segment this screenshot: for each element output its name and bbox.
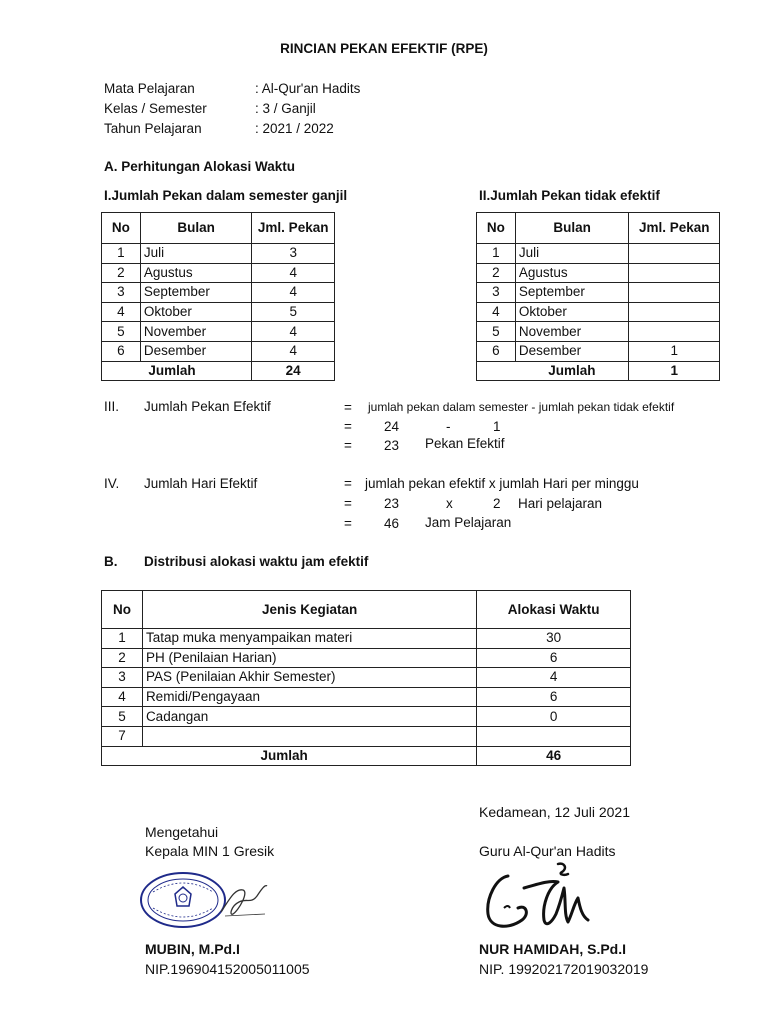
place-date: Kedamean, 12 Juli 2021 [479,804,630,820]
table-row [102,302,335,322]
cell-activity: PH (Penilaian Harian) [142,648,476,668]
cell-activity: PAS (Penilaian Akhir Semester) [142,668,476,688]
cell-no: 6 [477,341,516,361]
col-header-no: No [477,213,516,244]
official-stamp [139,870,279,930]
cell-allocation: 30 [477,629,631,649]
table-row [102,648,631,668]
part4-formula: jumlah pekan efektif x jumlah Hari per minggu [365,476,639,491]
table-row [102,668,631,688]
table2-title: II.Jumlah Pekan tidak efektif [479,188,660,203]
table-semester-weeks [101,212,335,381]
cell-month: Juli [515,244,629,264]
part4-number: IV. [104,476,120,491]
table-total-row [102,361,335,381]
table-row [102,283,335,303]
info-value-subject: : Al-Qur'an Hadits [255,81,361,96]
cell-empty [102,361,141,381]
cell-month: Juli [140,244,252,264]
cell-empty [102,746,143,766]
right-signer-nip: NIP. 199202172019032019 [479,961,649,977]
left-sign-line2: Kepala MIN 1 Gresik [145,843,275,859]
section-a-title: A. Perhitungan Alokasi Waktu [104,159,296,174]
cell-no: 5 [102,707,143,727]
table-row [102,687,631,707]
cell-activity: Tatap muka menyampaikan materi [142,629,476,649]
total-value: 24 [252,361,335,381]
table-row [477,263,720,283]
part4-result: 46 [384,516,400,531]
cell-allocation: 0 [477,707,631,727]
table1-title: I.Jumlah Pekan dalam semester ganjil [104,188,348,203]
cell-weeks: 4 [252,283,335,303]
col-header-month: Bulan [515,213,629,244]
cell-month: November [140,322,252,342]
total-value: 1 [629,361,720,381]
equals-sign: = [344,476,352,491]
part4-result-unit: Jam Pelajaran [425,515,512,530]
cell-weeks: 4 [252,322,335,342]
left-sign-line1: Mengetahui [145,824,219,840]
table-row [102,322,335,342]
cell-weeks [629,322,720,342]
total-label: Jumlah [515,361,629,381]
cell-no: 1 [477,244,516,264]
right-signer-name: NUR HAMIDAH, S.Pd.I [479,941,626,957]
cell-month: Agustus [140,263,252,283]
part4-days: 2 [493,496,501,511]
total-label: Jumlah [142,746,476,766]
cell-no: 1 [102,629,143,649]
cell-no: 6 [102,341,141,361]
cell-month: Desember [140,341,252,361]
table-row [102,707,631,727]
cell-no: 3 [102,283,141,303]
table-row [102,244,335,264]
table-total-row [102,746,631,766]
part4-times: x [446,496,453,511]
right-sign-line1: Guru Al-Qur'an Hadits [479,843,616,859]
col-header-weeks: Jml. Pekan [629,213,720,244]
info-label-class: Kelas / Semester [104,101,207,116]
table-row [477,244,720,264]
cell-weeks [629,283,720,303]
part3-total-weeks: 24 [384,419,400,434]
page-title: RINCIAN PEKAN EFEKTIF (RPE) [280,41,488,56]
cell-weeks [629,244,720,264]
part4-weeks: 23 [384,496,400,511]
table-row [102,726,631,746]
table-time-allocation [101,590,631,766]
part4-days-unit: Hari pelajaran [518,496,603,511]
cell-no: 3 [102,668,143,688]
cell-no: 2 [102,648,143,668]
table-row [477,302,720,322]
cell-no: 3 [477,283,516,303]
info-value-class: : 3 / Ganjil [255,101,316,116]
col-header-allocation: Alokasi Waktu [477,591,631,629]
table-total-row [477,361,720,381]
section-b-title: Distribusi alokasi waktu jam efektif [144,554,369,569]
total-label: Jumlah [140,361,252,381]
cell-no: 2 [102,263,141,283]
cell-no: 5 [477,322,516,342]
cell-weeks: 4 [252,263,335,283]
part3-label: Jumlah Pekan Efektif [144,399,271,414]
col-header-weeks: Jml. Pekan [252,213,335,244]
cell-month: September [515,283,629,303]
col-header-no: No [102,213,141,244]
total-value: 46 [477,746,631,766]
table-row [102,263,335,283]
equals-sign: = [344,419,352,434]
table-row [102,629,631,649]
col-header-activity: Jenis Kegiatan [142,591,476,629]
cell-allocation: 4 [477,668,631,688]
cell-no: 1 [102,244,141,264]
cell-allocation: 6 [477,687,631,707]
cell-month: Desember [515,341,629,361]
cell-activity: Remidi/Pengayaan [142,687,476,707]
cell-no: 4 [477,302,516,322]
table-row [477,283,720,303]
col-header-month: Bulan [140,213,252,244]
equals-sign: = [344,438,352,453]
part3-result: 23 [384,438,400,453]
left-signer-name: MUBIN, M.Pd.I [145,941,240,957]
cell-no: 2 [477,263,516,283]
cell-month: Agustus [515,263,629,283]
cell-month: November [515,322,629,342]
section-b-number: B. [104,554,118,569]
cell-month: September [140,283,252,303]
table-row [477,322,720,342]
table-ineffective-weeks [476,212,720,381]
part3-minus: - [446,419,451,434]
cell-weeks: 3 [252,244,335,264]
equals-sign: = [344,400,352,415]
cell-activity: Cadangan [142,707,476,727]
teacher-signature [478,858,608,938]
info-label-year: Tahun Pelajaran [104,121,202,136]
table-row [102,341,335,361]
part3-number: III. [104,399,120,414]
cell-activity [142,726,476,746]
part3-unit: Pekan Efektif [425,436,505,451]
cell-no: 4 [102,302,141,322]
table-row [477,341,720,361]
cell-month: Oktober [515,302,629,322]
cell-no: 4 [102,687,143,707]
info-value-year: : 2021 / 2022 [255,121,334,136]
cell-weeks: 1 [629,341,720,361]
cell-month: Oktober [140,302,252,322]
part3-formula: jumlah pekan dalam semester - jumlah pekan tidak efektif [368,400,675,414]
info-label-subject: Mata Pelajaran [104,81,195,96]
cell-allocation: 6 [477,648,631,668]
cell-weeks: 5 [252,302,335,322]
cell-empty [477,361,516,381]
cell-weeks [629,263,720,283]
col-header-no: No [102,591,143,629]
left-signer-nip: NIP.196904152005011005 [145,961,310,977]
cell-no: 7 [102,726,143,746]
cell-weeks [629,302,720,322]
equals-sign: = [344,516,352,531]
cell-weeks: 4 [252,341,335,361]
part4-label: Jumlah Hari Efektif [144,476,258,491]
part3-ineffective: 1 [493,419,501,434]
equals-sign: = [344,496,352,511]
cell-allocation [477,726,631,746]
cell-no: 5 [102,322,141,342]
